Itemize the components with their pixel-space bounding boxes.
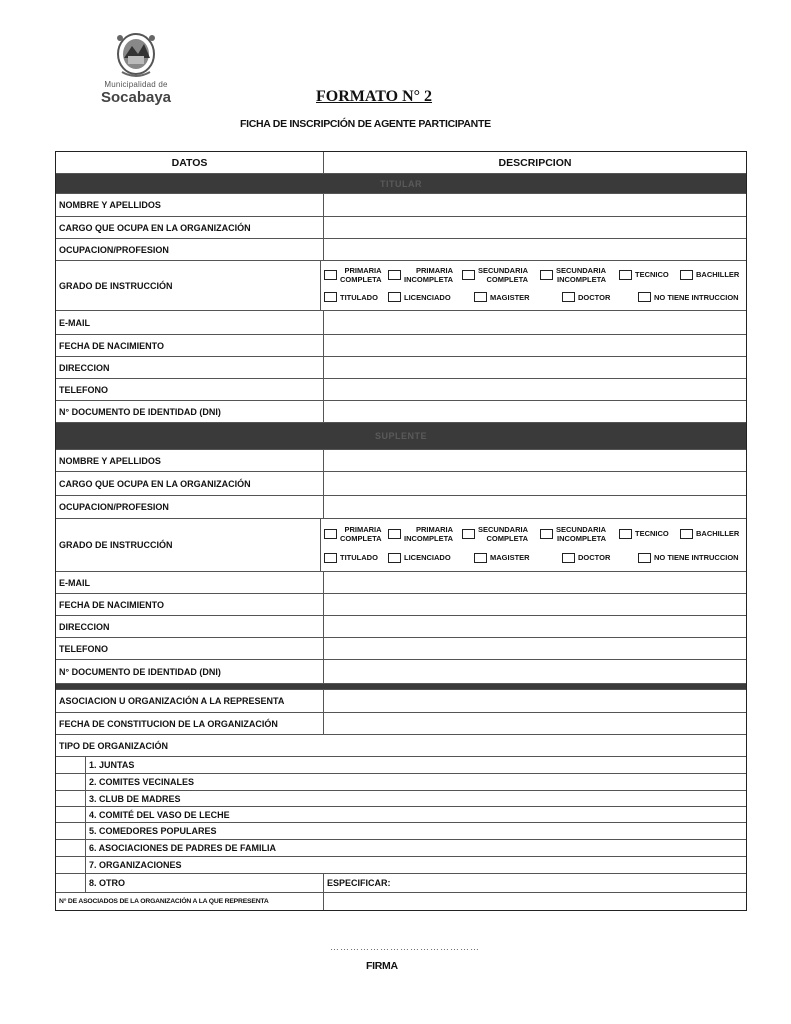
suplente-row-name: [56, 450, 746, 472]
suplente-ocupacion-field[interactable]: [324, 496, 746, 518]
checkbox[interactable]: [462, 529, 475, 539]
checkbox[interactable]: [638, 292, 651, 302]
field-label: N° DOCUMENTO DE IDENTIDAD (DNI): [56, 401, 324, 422]
option-tecnico[interactable]: TECNICO: [619, 264, 680, 286]
header-datos: DATOS: [56, 152, 324, 173]
option-doctor[interactable]: DOCTOR: [552, 548, 626, 568]
org-represent-field[interactable]: [324, 690, 746, 712]
specify-field[interactable]: [324, 874, 746, 892]
titular-band: [56, 174, 746, 194]
suplente-row-birth: [56, 594, 746, 616]
field-label: FECHA DE NACIMIENTO: [56, 594, 324, 615]
option-secundaria-completa[interactable]: SECUNDARIA COMPLETA: [462, 523, 540, 545]
field-label: N° DOCUMENTO DE IDENTIDAD (DNI): [56, 660, 324, 683]
org-type-otro[interactable]: 8. OTRO: [86, 874, 324, 892]
field-label: OCUPACION/PROFESION: [56, 496, 324, 518]
education-line-2: [324, 287, 746, 307]
checkbox[interactable]: [388, 270, 401, 280]
org-row-constitution: [56, 713, 746, 735]
org-type-row: [56, 807, 746, 823]
checkbox[interactable]: [324, 553, 337, 563]
signature-label: FIRMA: [366, 960, 398, 972]
field-label: NOMBRE Y APELLIDOS: [56, 194, 324, 216]
option-bachiller[interactable]: BACHILLER: [680, 523, 746, 545]
option-titulado[interactable]: TITULADO: [324, 287, 388, 307]
field-label: N° DE ASOCIADOS DE LA ORGANIZACIÓN A LA QUE REPRESENTA: [56, 893, 324, 910]
titular-row-email: [56, 311, 746, 335]
suplente-band-label: SUPLENTE: [56, 423, 746, 449]
option-licenciado[interactable]: LICENCIADO: [388, 548, 466, 568]
suplente-row-cargo: [56, 472, 746, 496]
suplente-name-field[interactable]: [324, 450, 746, 471]
titular-row-phone: [56, 379, 746, 401]
option-licenciado[interactable]: LICENCIADO: [388, 287, 466, 307]
field-label: TIPO DE ORGANIZACIÓN: [59, 740, 169, 751]
titular-ocupacion-field[interactable]: [324, 239, 746, 260]
org-row-members: [56, 893, 746, 910]
field-label: CARGO QUE OCUPA EN LA ORGANIZACIÓN: [56, 472, 324, 495]
org-type-row: [56, 791, 746, 807]
option-primaria-completa[interactable]: PRIMARIA COMPLETA: [324, 523, 388, 545]
municipality-text: Municipalidad de: [104, 80, 168, 89]
titular-row-ocupacion: [56, 239, 746, 261]
checkbox[interactable]: [388, 292, 401, 302]
checkbox[interactable]: [680, 529, 693, 539]
titular-cargo-field[interactable]: [324, 217, 746, 238]
suplente-email-field[interactable]: [324, 572, 746, 593]
org-type-vaso-leche[interactable]: 4. COMITÉ DEL VASO DE LECHE: [89, 809, 230, 820]
checkbox[interactable]: [680, 270, 693, 280]
education-line-1: [324, 523, 746, 545]
field-label: DIRECCION: [56, 616, 324, 637]
field-label: NOMBRE Y APELLIDOS: [56, 450, 324, 471]
option-magister[interactable]: MAGISTER: [466, 548, 552, 568]
option-secundaria-completa[interactable]: SECUNDARIA COMPLETA: [462, 264, 540, 286]
option-primaria-incompleta[interactable]: PRIMARIA INCOMPLETA: [388, 264, 462, 286]
suplente-row-dni: [56, 660, 746, 684]
org-members-field[interactable]: [324, 893, 746, 910]
option-bachiller[interactable]: BACHILLER: [680, 264, 746, 286]
municipal-logo: [96, 28, 176, 108]
org-type-row: [56, 757, 746, 774]
header-descripcion: DESCRIPCION: [498, 156, 572, 169]
field-label: GRADO DE INSTRUCCIÓN: [56, 261, 321, 310]
titular-education-options: [321, 261, 746, 310]
checkbox[interactable]: [474, 292, 487, 302]
org-type-juntas[interactable]: 1. JUNTAS: [89, 760, 135, 770]
suplente-row-email: [56, 572, 746, 594]
checkbox[interactable]: [540, 529, 553, 539]
field-label: FECHA DE CONSTITUCION DE LA ORGANIZACIÓN: [56, 713, 324, 734]
option-primaria-completa[interactable]: PRIMARIA COMPLETA: [324, 264, 388, 286]
option-no-tiene-instruccion[interactable]: NO TIENE INTRUCCION: [626, 287, 744, 307]
titular-address-field[interactable]: [324, 357, 746, 378]
org-type-organizaciones[interactable]: 7. ORGANIZACIONES: [89, 860, 182, 870]
signature-line[interactable]: ………………………………………: [330, 942, 480, 952]
field-label: TELEFONO: [56, 379, 324, 400]
field-label: FECHA DE NACIMIENTO: [56, 335, 324, 356]
crest-icon: [108, 28, 164, 80]
suplente-row-education: [56, 519, 746, 572]
checkbox[interactable]: [324, 529, 337, 539]
titular-email-field[interactable]: [324, 311, 746, 334]
org-type-row: [56, 840, 746, 857]
org-type-row: [56, 823, 746, 840]
checkbox[interactable]: [562, 292, 575, 302]
org-type-row: [56, 774, 746, 791]
titular-row-cargo: [56, 217, 746, 239]
field-label: TELEFONO: [56, 638, 324, 659]
titular-name-field[interactable]: [324, 194, 746, 216]
org-type-comedores[interactable]: 5. COMEDORES POPULARES: [89, 826, 217, 836]
suplente-row-phone: [56, 638, 746, 660]
education-line-1: [324, 264, 746, 286]
field-label: ASOCIACION U ORGANIZACIÓN A LA REPRESENTA: [56, 690, 324, 712]
org-type-row: [56, 857, 746, 874]
suplente-education-options: [321, 519, 746, 571]
titular-dni-field[interactable]: [324, 401, 746, 422]
option-doctor[interactable]: DOCTOR: [552, 287, 626, 307]
field-label: OCUPACION/PROFESION: [56, 239, 324, 260]
field-label: DIRECCION: [56, 357, 324, 378]
suplente-row-address: [56, 616, 746, 638]
checkbox[interactable]: [324, 270, 337, 280]
specify-label: ESPECIFICAR:: [327, 878, 391, 888]
option-no-tiene-instruccion[interactable]: NO TIENE INTRUCCION: [626, 548, 744, 568]
option-titulado[interactable]: TITULADO: [324, 548, 388, 568]
form-subtitle: FICHA DE INSCRIPCIÓN DE AGENTE PARTICIPANTE: [240, 118, 491, 130]
org-type-row: [56, 874, 746, 893]
titular-row-birth: [56, 335, 746, 357]
checkbox[interactable]: [474, 553, 487, 563]
org-row-representa: [56, 690, 746, 713]
org-constitution-date-field[interactable]: [324, 713, 746, 734]
checkbox[interactable]: [388, 529, 401, 539]
option-secundaria-incompleta[interactable]: SECUNDARIA INCOMPLETA: [540, 264, 619, 286]
suplente-band: [56, 423, 746, 450]
titular-row-address: [56, 357, 746, 379]
titular-birthdate-field[interactable]: [324, 335, 746, 356]
checkbox[interactable]: [619, 529, 632, 539]
suplente-phone-field[interactable]: [324, 638, 746, 659]
org-type-padres-familia[interactable]: 6. ASOCIACIONES DE PADRES DE FAMILIA: [89, 843, 277, 853]
field-label: E-MAIL: [56, 311, 324, 334]
titular-row-education: [56, 261, 746, 311]
option-secundaria-incompleta[interactable]: SECUNDARIA INCOMPLETA: [540, 523, 619, 545]
titular-row-name: [56, 194, 746, 217]
titular-row-dni: [56, 401, 746, 423]
titular-phone-field[interactable]: [324, 379, 746, 400]
field-label: GRADO DE INSTRUCCIÓN: [56, 519, 321, 571]
titular-band-label: TITULAR: [56, 174, 746, 193]
registration-form: [55, 151, 747, 911]
option-magister[interactable]: MAGISTER: [466, 287, 552, 307]
org-type-comites-vecinales[interactable]: 2. COMITES VECINALES: [89, 777, 195, 787]
suplente-address-field[interactable]: [324, 616, 746, 637]
table-header: [56, 152, 746, 174]
checkbox[interactable]: [619, 270, 632, 280]
checkbox[interactable]: [540, 270, 553, 280]
checkbox[interactable]: [638, 553, 651, 563]
checkbox[interactable]: [562, 553, 575, 563]
suplente-dni-field[interactable]: [324, 660, 746, 683]
city-name: Socabaya: [100, 89, 172, 106]
field-label: CARGO QUE OCUPA EN LA ORGANIZACIÓN: [56, 217, 324, 238]
checkbox[interactable]: [388, 553, 401, 563]
suplente-row-ocupacion: [56, 496, 746, 519]
option-primaria-incompleta[interactable]: PRIMARIA INCOMPLETA: [388, 523, 462, 545]
org-row-type: [56, 735, 746, 757]
suplente-birthdate-field[interactable]: [324, 594, 746, 615]
checkbox[interactable]: [462, 270, 475, 280]
org-type-club-madres[interactable]: 3. CLUB DE MADRES: [89, 793, 181, 804]
format-title: FORMATO N° 2: [316, 88, 433, 105]
field-label: E-MAIL: [56, 572, 324, 593]
suplente-cargo-field[interactable]: [324, 472, 746, 495]
option-tecnico[interactable]: TECNICO: [619, 523, 680, 545]
checkbox[interactable]: [324, 292, 337, 302]
education-line-2: [324, 548, 746, 568]
